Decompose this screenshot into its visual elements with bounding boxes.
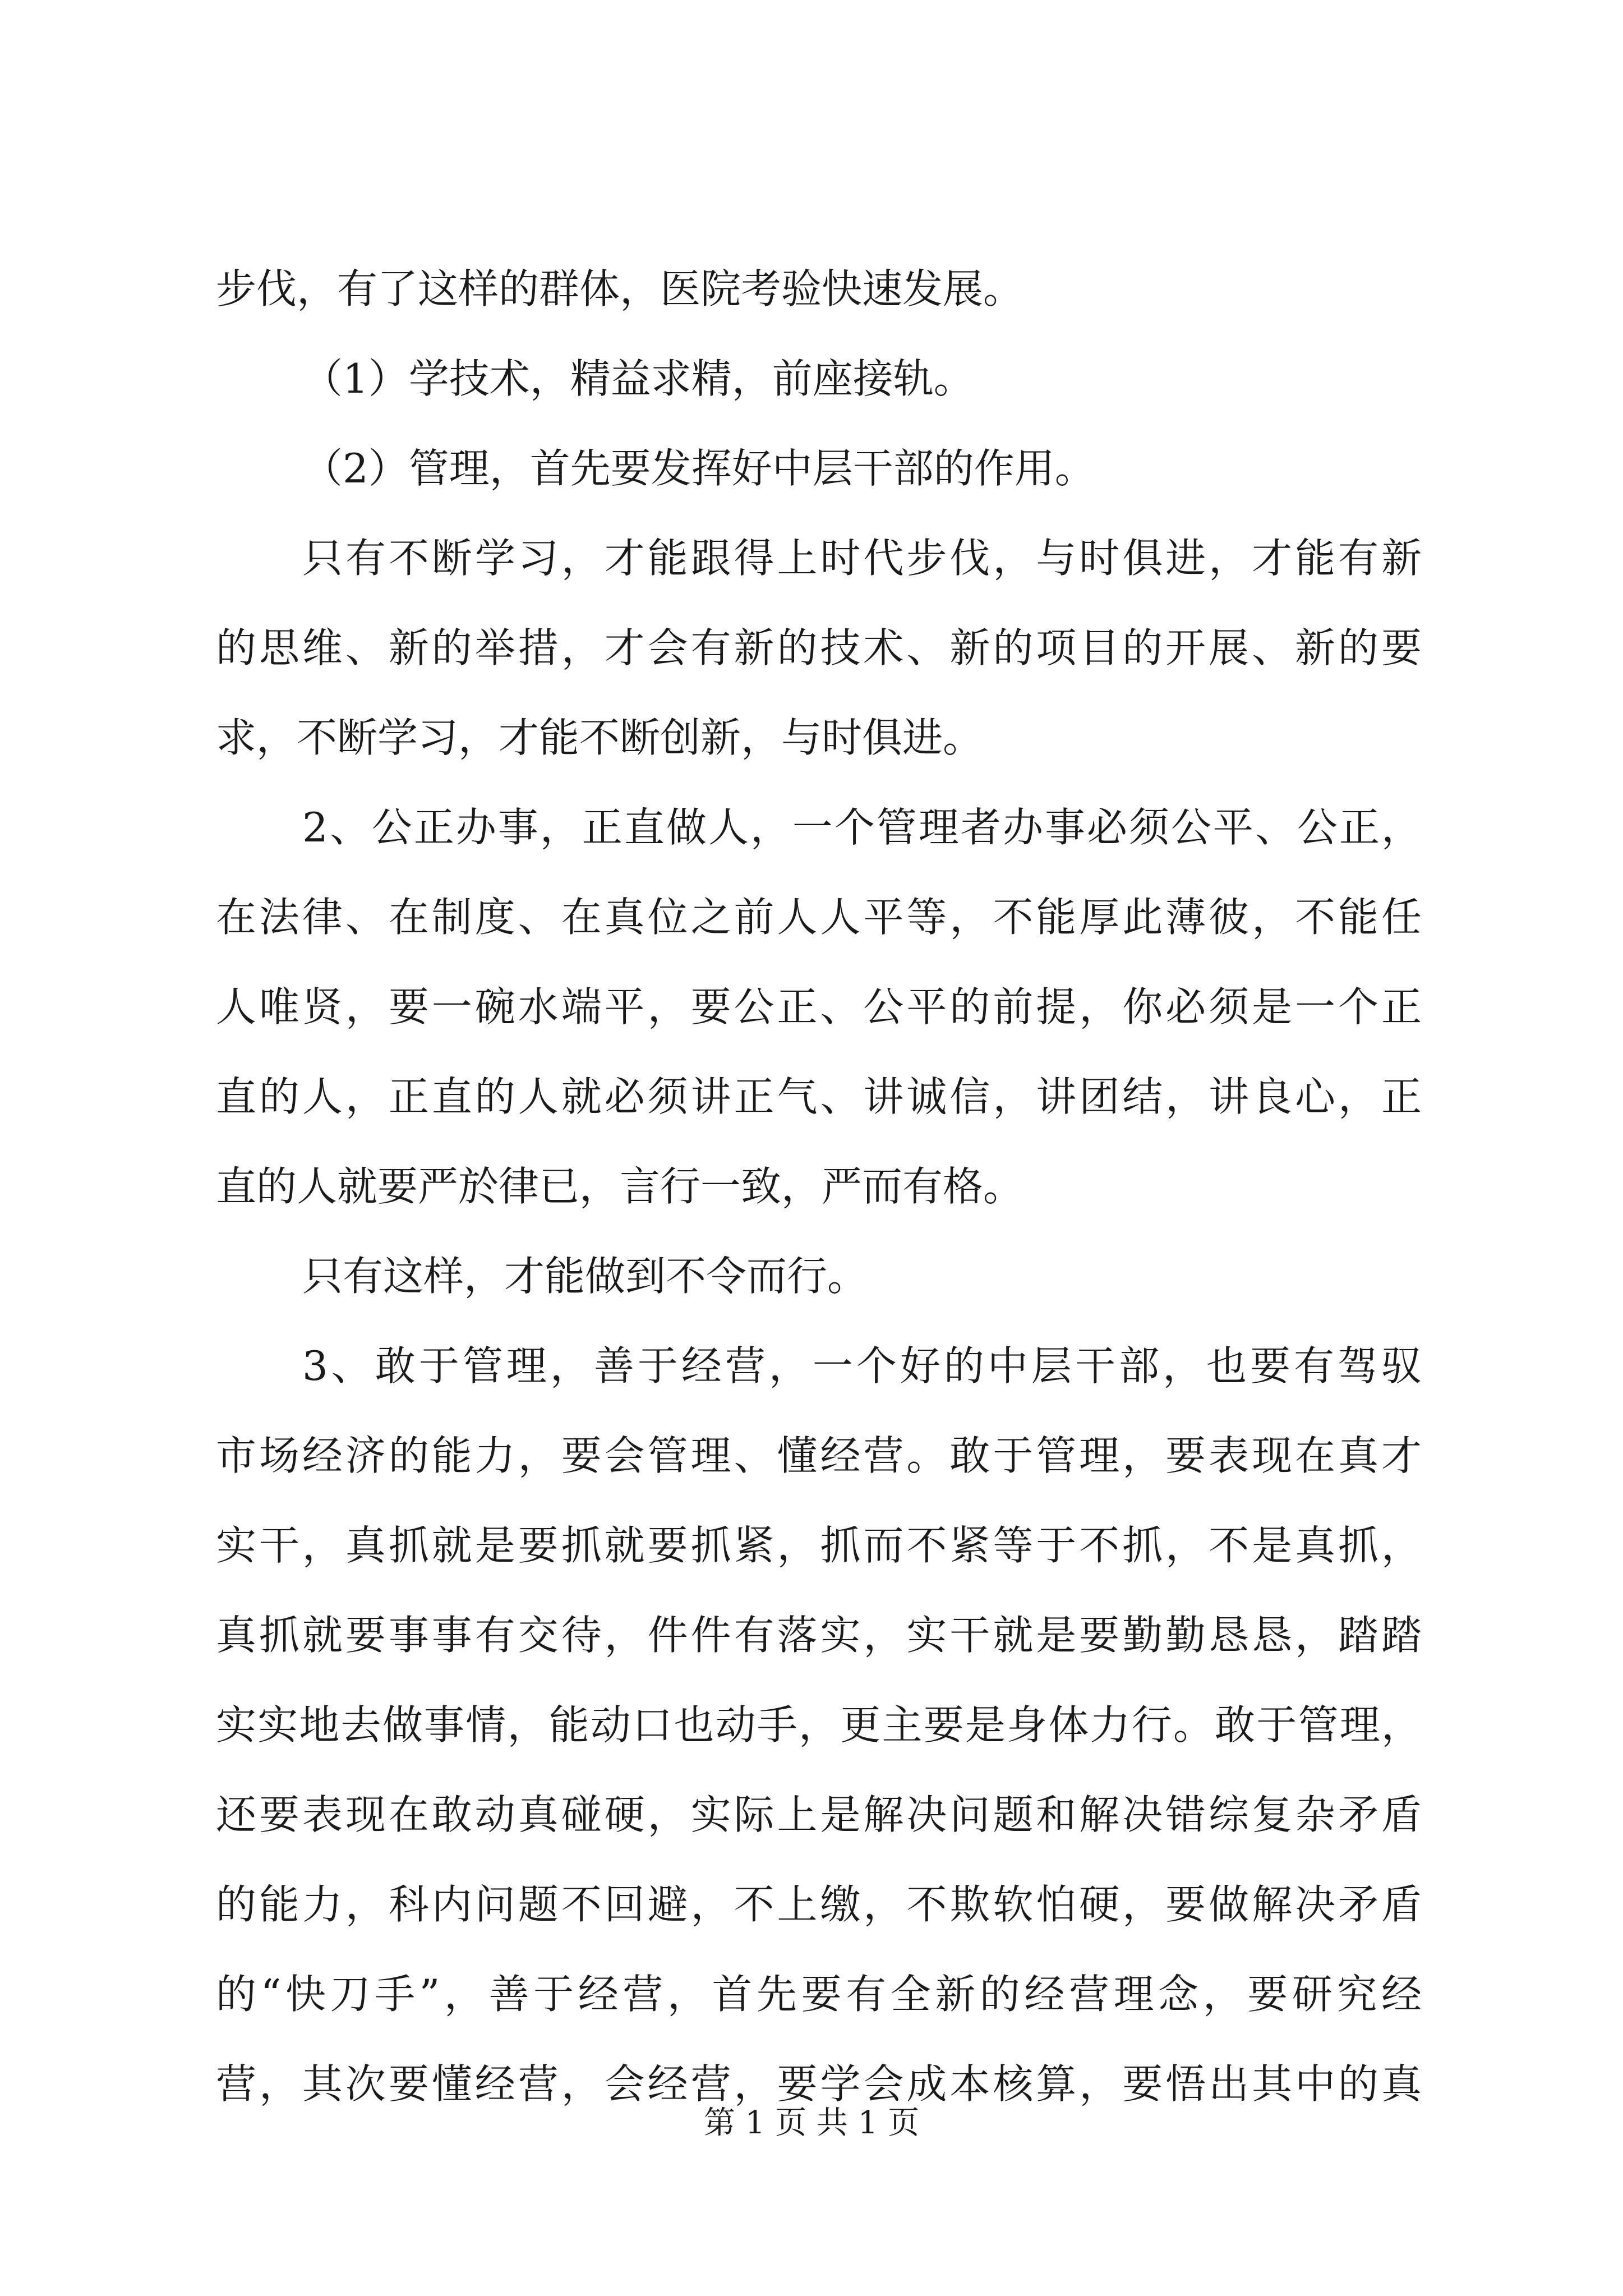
body-line: 真抓就要事事有交待，件件有落实，实干就是要勤勤恳恳，踏踏: [216, 1612, 1422, 1659]
body-line: 步伐，有了这样的群体，医院考验快速发展。: [216, 265, 1024, 312]
body-line: 营，其次要懂经营，会经营，要学会成本核算，要悟出其中的真: [216, 2060, 1422, 2108]
body-line: 在法律、在制度、在真位之前人人平等，不能厚此薄彼，不能任: [216, 894, 1422, 941]
body-line: 3、敢于管理，善于经营，一个好的中层干部，也要有驾驭: [302, 1342, 1422, 1389]
body-line: 求，不断学习，才能不断创新，与时俱进。: [216, 714, 984, 761]
body-line: （2）管理，首先要发挥好中层干部的作用。: [302, 445, 1095, 492]
page-footer: [0, 2101, 1623, 2146]
body-line: 实实地去做事情，能动口也动手，更主要是身体力行。敢于管理，: [216, 1701, 1422, 1749]
body-line: 只有不断学习，才能跟得上时代步伐，与时俱进，才能有新: [302, 535, 1422, 582]
body-line: 2、公正办事，正直做人，一个管理者办事必须公平、公正，: [302, 804, 1422, 851]
body-line: 直的人就要严於律已，言行一致，严而有格。: [216, 1163, 1024, 1210]
document-body: [216, 244, 1422, 2129]
body-line: 的思维、新的举措，才会有新的技术、新的项目的开展、新的要: [216, 624, 1422, 671]
body-line: 的能力，科内问题不回避，不上缴，不欺软怕硬，要做解决矛盾: [216, 1881, 1422, 1928]
body-line: 市场经济的能力，要会管理、懂经营。敢于管理，要表现在真才: [216, 1432, 1422, 1479]
body-line: 实干，真抓就是要抓就要抓紧，抓而不紧等于不抓，不是真抓，: [216, 1522, 1422, 1569]
body-line: 人唯贤，要一碗水端平，要公正、公平的前提，你必须是一个正: [216, 983, 1422, 1030]
body-line: （1）学技术，精益求精，前座接轨。: [302, 355, 974, 402]
body-line: 只有这样，才能做到不令而行。: [302, 1253, 868, 1300]
body-line: 还要表现在敢动真碰硬，实际上是解决问题和解决错综复杂矛盾: [216, 1791, 1422, 1838]
body-line: 的“快刀手”，善于经营，首先要有全新的经营理念，要研究经: [216, 1971, 1422, 2018]
page-number-label: 第 1 页 共 1 页: [703, 2105, 920, 2141]
body-line: 直的人，正直的人就必须讲正气、讲诚信，讲团结，讲良心，正: [216, 1073, 1422, 1120]
